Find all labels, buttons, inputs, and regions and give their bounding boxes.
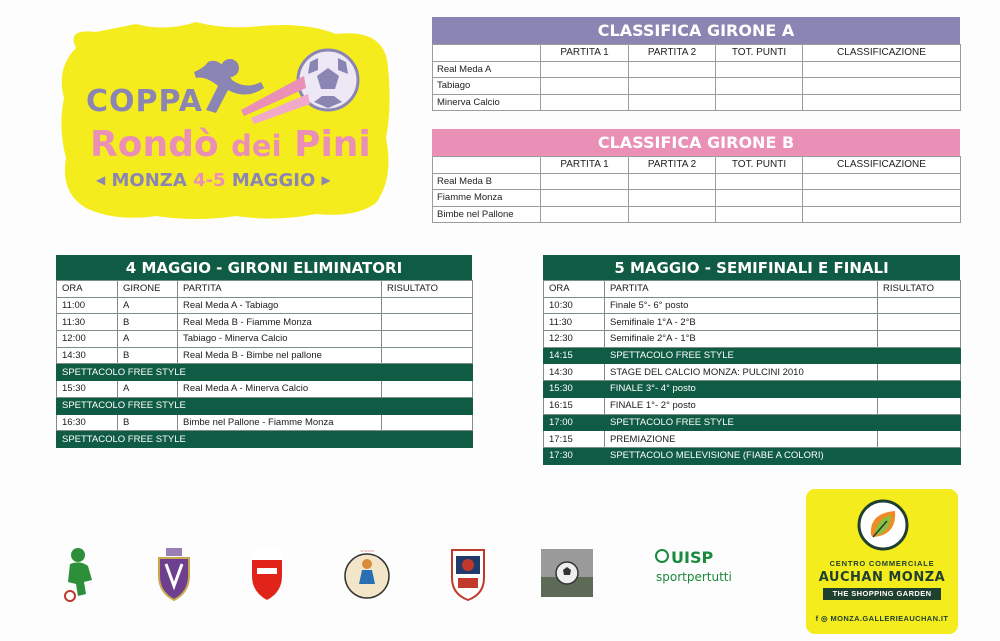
match-cell: Tabiago - Minerva Calcio [178, 331, 382, 348]
facebook-icon: f [815, 614, 819, 623]
result-cell [878, 381, 961, 398]
table-row [544, 314, 961, 331]
group-a-table [432, 44, 961, 111]
time-cell: 11:30 [57, 314, 118, 331]
uisp-name: UISP [671, 548, 714, 567]
table-row [544, 297, 961, 314]
logo-title-dei: dei [231, 129, 282, 163]
group-b-standings [432, 129, 960, 223]
score-cell [629, 173, 716, 190]
time-cell: 17:30 [544, 447, 605, 464]
score-cell [629, 206, 716, 223]
table-row [57, 347, 473, 364]
score-cell [541, 190, 629, 207]
table-row [433, 94, 961, 111]
match-cell: FINALE 3°- 4° posto [605, 381, 878, 398]
group-cell: A [118, 331, 178, 348]
day1-table [56, 280, 473, 448]
time-cell: 14:30 [57, 347, 118, 364]
auchan-line1: CENTRO COMMERCIALE [829, 559, 935, 568]
score-cell [803, 78, 961, 95]
header-cell: GIRONE [118, 281, 178, 298]
result-cell [382, 331, 473, 348]
group-cell: B [118, 414, 178, 431]
team-photo-icon [541, 549, 593, 597]
result-cell [382, 314, 473, 331]
right-arrow-icon: ▶ [321, 173, 331, 187]
tournament-logo [56, 18, 394, 222]
header-cell: PARTITA 1 [541, 45, 629, 62]
score-cell [716, 206, 803, 223]
result-cell [878, 314, 961, 331]
match-cell: Real Meda B - Fiamme Monza [178, 314, 382, 331]
table-row [433, 190, 961, 207]
score-cell [629, 94, 716, 111]
header-cell [433, 45, 541, 62]
table-row [544, 397, 961, 414]
auchan-website [806, 614, 958, 623]
table-row [544, 364, 961, 381]
table-row [544, 447, 961, 464]
score-cell [803, 206, 961, 223]
header-cell [433, 157, 541, 174]
header-cell: PARTITA 1 [541, 157, 629, 174]
table-row [57, 297, 473, 314]
result-cell [878, 397, 961, 414]
match-cell: Finale 5°- 6° posto [605, 297, 878, 314]
time-cell: 15:30 [544, 381, 605, 398]
show-row [57, 431, 473, 448]
show-text: SPETTACOLO FREE STYLE [57, 431, 473, 448]
score-cell [541, 94, 629, 111]
table-row [57, 331, 473, 348]
table-row [433, 206, 961, 223]
time-cell: 14:30 [544, 364, 605, 381]
result-cell [878, 414, 961, 431]
header-cell: PARTITA [178, 281, 382, 298]
table-row [433, 61, 961, 78]
table-row [544, 381, 961, 398]
score-cell [629, 61, 716, 78]
logo-title-pini: Pini [294, 124, 371, 165]
day2-header-row [544, 281, 961, 298]
day1-rows [57, 297, 473, 447]
football-kid-logo-icon [62, 546, 98, 602]
time-cell: 12:30 [544, 331, 605, 348]
result-cell [878, 297, 961, 314]
auchan-line3: THE SHOPPING GARDEN [823, 588, 941, 600]
match-cell: FINALE 1°- 2° posto [605, 397, 878, 414]
match-cell: SPETTACOLO FREE STYLE [605, 414, 878, 431]
time-cell: 10:30 [544, 297, 605, 314]
logo-title-rondo: Rondò [90, 124, 219, 165]
match-cell: Bimbe nel Pallone - Fiamme Monza [178, 414, 382, 431]
time-cell: 16:30 [57, 414, 118, 431]
uisp-tagline: sportpertutti [656, 570, 732, 584]
match-cell: Real Meda A - Minerva Calcio [178, 381, 382, 398]
day2-title: 5 MAGGIO - SEMIFINALI E FINALI [543, 255, 960, 280]
logo-background [56, 18, 394, 222]
instagram-icon: ◎ [821, 614, 828, 623]
table-row [544, 414, 961, 431]
header-cell: RISULTATO [382, 281, 473, 298]
time-cell: 11:30 [544, 314, 605, 331]
result-cell [382, 297, 473, 314]
header-cell: RISULTATO [878, 281, 961, 298]
group-cell: B [118, 347, 178, 364]
table-row [433, 78, 961, 95]
table-row [57, 381, 473, 398]
group-cell: B [118, 314, 178, 331]
auchan-url: MONZA.GALLERIEAUCHAN.IT [830, 614, 949, 623]
left-arrow-icon: ◀ [96, 173, 106, 187]
team-name: Real Meda A [433, 61, 541, 78]
auchan-box [806, 489, 958, 634]
logo-title-text [90, 124, 371, 165]
ball-player-logo-icon [342, 544, 392, 604]
match-cell: PREMIAZIONE [605, 431, 878, 448]
time-cell: 15:30 [57, 381, 118, 398]
show-row [57, 364, 473, 381]
score-cell [716, 190, 803, 207]
day2-rows [544, 297, 961, 464]
day1-title: 4 MAGGIO - GIRONI ELIMINATORI [56, 255, 472, 280]
uisp-logo-icon [655, 549, 669, 563]
header-cell: ORA [544, 281, 605, 298]
score-cell [716, 61, 803, 78]
header-cell: PARTITA 2 [629, 45, 716, 62]
group-b-title: CLASSIFICA GIRONE B [432, 129, 960, 156]
match-cell: Real Meda A - Tabiago [178, 297, 382, 314]
match-cell: Semifinale 1°A - 2°B [605, 314, 878, 331]
result-cell [878, 331, 961, 348]
header-cell: PARTITA 2 [629, 157, 716, 174]
show-row [57, 397, 473, 414]
group-a-standings [432, 17, 960, 111]
table-row [544, 431, 961, 448]
auchan-leaf-logo-icon [857, 499, 909, 551]
score-cell [629, 190, 716, 207]
shield-v-crest-icon [156, 546, 192, 602]
red-blue-badge-icon [448, 546, 488, 602]
result-cell [382, 347, 473, 364]
time-cell: 16:15 [544, 397, 605, 414]
day1-header-row [57, 281, 473, 298]
header-cell: TOT. PUNTI [716, 45, 803, 62]
group-a-title: CLASSIFICA GIRONE A [432, 17, 960, 44]
match-cell: Real Meda B - Bimbe nel pallone [178, 347, 382, 364]
day2-table [543, 280, 961, 465]
header-cell: CLASSIFICAZIONE [803, 157, 961, 174]
show-text: SPETTACOLO FREE STYLE [57, 397, 473, 414]
score-cell [541, 78, 629, 95]
team-name: Real Meda B [433, 173, 541, 190]
header-cell: CLASSIFICAZIONE [803, 45, 961, 62]
logo-month: MAGGIO [231, 170, 316, 191]
result-cell [878, 347, 961, 364]
score-cell [803, 61, 961, 78]
result-cell [382, 381, 473, 398]
day1-schedule [56, 255, 472, 448]
group-b-table [432, 156, 961, 223]
header-cell: TOT. PUNTI [716, 157, 803, 174]
score-cell [541, 173, 629, 190]
score-cell [629, 78, 716, 95]
group-cell: A [118, 297, 178, 314]
table-row [433, 173, 961, 190]
time-cell: 11:00 [57, 297, 118, 314]
result-cell [382, 414, 473, 431]
team-name: Tabiago [433, 78, 541, 95]
result-cell [878, 447, 961, 464]
score-cell [716, 78, 803, 95]
score-cell [541, 206, 629, 223]
header-cell: PARTITA [605, 281, 878, 298]
score-cell [803, 190, 961, 207]
score-cell [803, 94, 961, 111]
group-a-header-row [433, 45, 961, 62]
time-cell: 17:00 [544, 414, 605, 431]
logo-coppa-text: COPPA [86, 84, 203, 119]
time-cell: 14:15 [544, 347, 605, 364]
team-name: Bimbe nel Pallone [433, 206, 541, 223]
time-cell: 17:15 [544, 431, 605, 448]
time-cell: 12:00 [57, 331, 118, 348]
day2-schedule [543, 255, 960, 465]
team-name: Fiamme Monza [433, 190, 541, 207]
table-row [57, 414, 473, 431]
match-cell: SPETTACOLO FREE STYLE [605, 347, 878, 364]
monza-crest-icon [249, 546, 285, 602]
match-cell: SPETTACOLO MELEVISIONE (FIABE A COLORI) [605, 447, 878, 464]
result-cell [878, 431, 961, 448]
group-b-header-row [433, 157, 961, 174]
match-cell: Semifinale 2°A - 1°B [605, 331, 878, 348]
auchan-line2: AUCHAN MONZA [818, 570, 946, 585]
table-row [544, 347, 961, 364]
team-name: Minerva Calcio [433, 94, 541, 111]
score-cell [716, 94, 803, 111]
score-cell [716, 173, 803, 190]
show-text: SPETTACOLO FREE STYLE [57, 364, 473, 381]
result-cell [878, 364, 961, 381]
logo-dates: 4-5 [193, 170, 226, 191]
score-cell [541, 61, 629, 78]
table-row [57, 314, 473, 331]
svg-text:~~~~: ~~~~ [359, 549, 375, 555]
header-cell: ORA [57, 281, 118, 298]
match-cell: STAGE DEL CALCIO MONZA: PULCINI 2010 [605, 364, 878, 381]
score-cell [803, 173, 961, 190]
logo-date-text [96, 170, 331, 191]
logo-city: MONZA [111, 170, 187, 191]
group-cell: A [118, 381, 178, 398]
table-row [544, 331, 961, 348]
